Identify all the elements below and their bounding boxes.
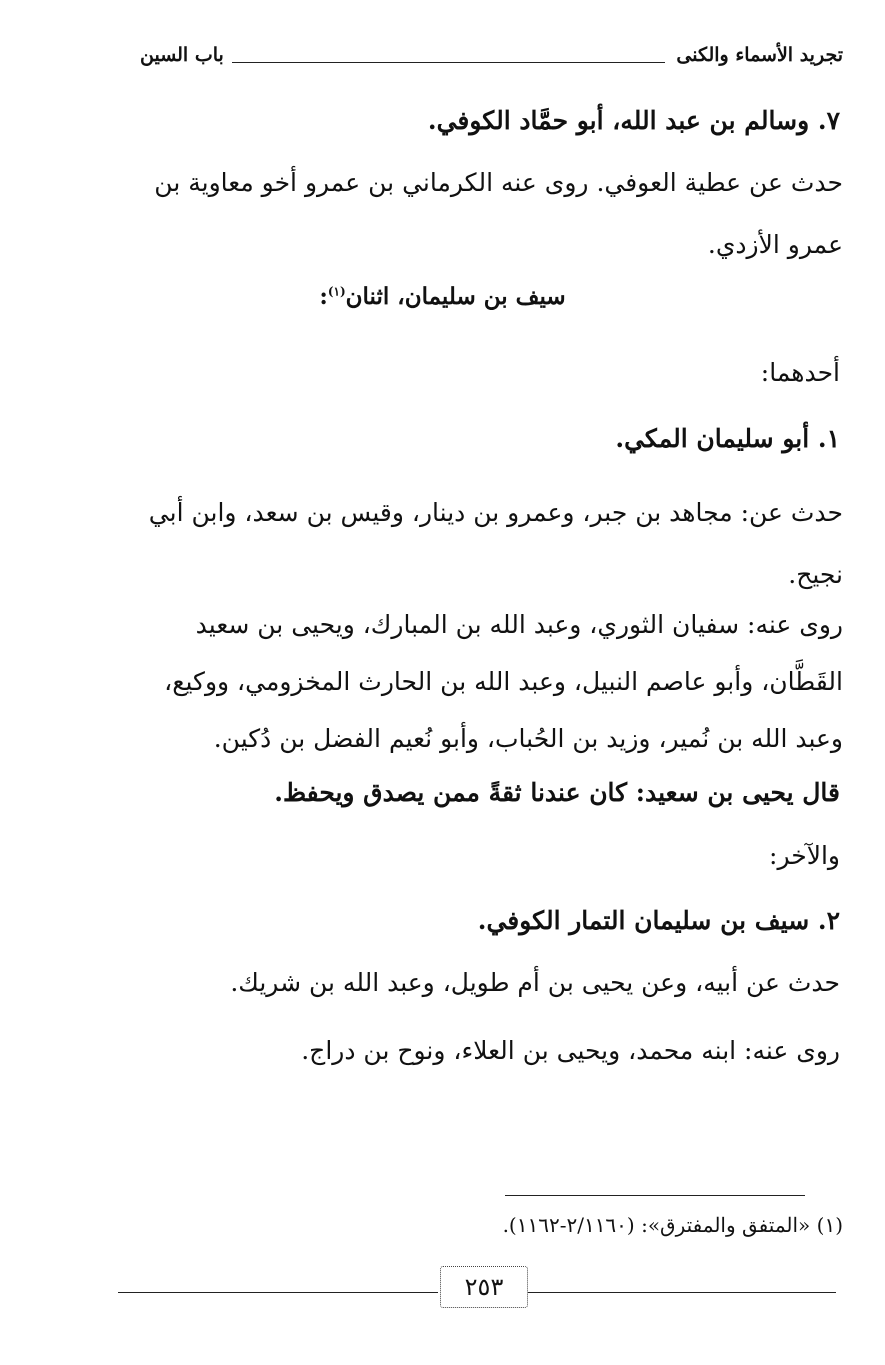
entry-1-narrated-by: روى عنه: سفيان الثوري، وعبد الله بن المبارك، ويحيى بن سعيد القَطَّان، وأبو عاصم النبيل، وعبد الله بن الحارث المخزومي، ووكيع، وعبد الله بن نُمير، وزيد بن الحُباب، وأبو نُعيم الفضل بن دُكين. (164, 610, 843, 753)
header-rule (232, 62, 665, 63)
entry-1-quote: قال يحيى بن سعيد: كان عندنا ثقةً ممن يصدق ويحفظ. (274, 778, 840, 807)
section-title-text: سيف بن سليمان، اثنان (345, 283, 566, 310)
footer-rule-left (118, 1292, 438, 1293)
footnote-text: (١) «المتفق والمفترق»: (٢/١١٦٠-١١٦٢). (502, 1213, 843, 1237)
footnote-rule (505, 1195, 805, 1196)
footer-rule-right (528, 1292, 836, 1293)
entry-2-narrated-by: روى عنه: ابنه محمد، ويحيى بن العلاء، ونوح بن دراج. (301, 1036, 840, 1065)
running-header-title: تجريد الأسماء والكنى (676, 44, 843, 66)
entry-2-heading: ٢. سيف بن سليمان التمار الكوفي. (477, 906, 840, 935)
entry-1-heading: ١. أبو سليمان المكي. (615, 424, 840, 453)
entry-1-narrated-from: حدث عن: مجاهد بن جبر، وعمرو بن دينار، وقيس بن سعد، وابن أبي نجيح. (148, 498, 843, 589)
page-number: ٢٥٣ (440, 1266, 528, 1308)
section-title (0, 283, 885, 310)
section-title-colon: : (319, 283, 328, 310)
running-header-chapter: باب السين (140, 44, 224, 66)
entry-7-text: حدث عن عطية العوفي. روى عنه الكرماني بن عمرو أخو معاوية بن عمرو الأزدي. (154, 168, 843, 259)
other-label: والآخر: (769, 841, 840, 870)
entry-7-heading: ٧. وسالم بن عبد الله، أبو حمَّاد الكوفي. (427, 106, 840, 135)
first-label: أحدهما: (760, 358, 840, 387)
entry-2-narrated-from: حدث عن أبيه، وعن يحيى بن أم طويل، وعبد الله بن شريك. (230, 968, 840, 997)
footnote-marker: (١) (327, 284, 346, 299)
